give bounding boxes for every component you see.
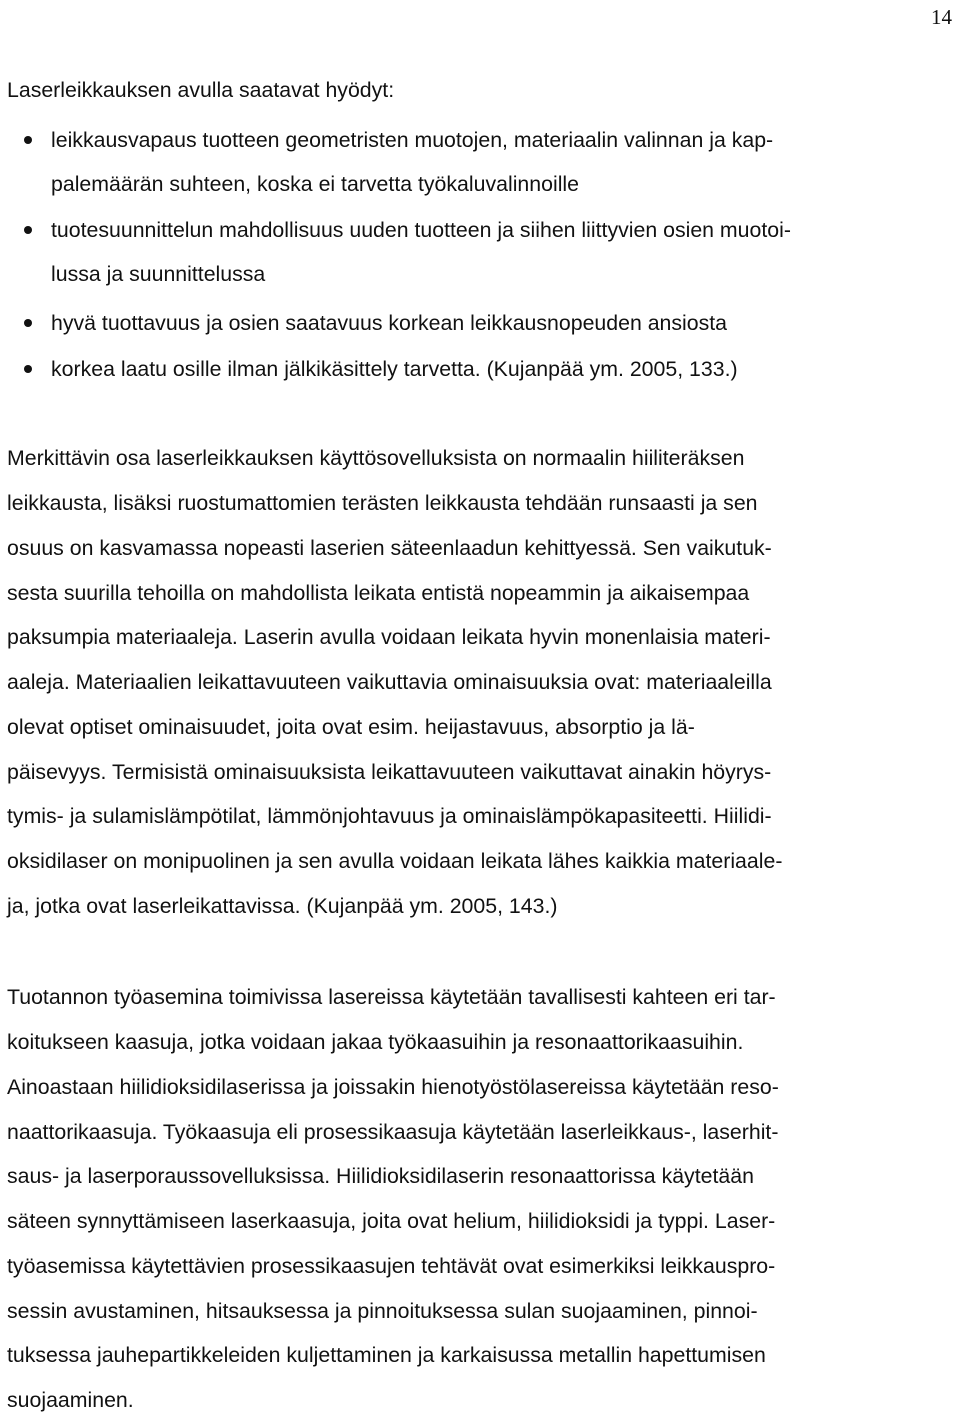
paragraph-line: olevat optiset ominaisuudet, joita ovat esim. heijastavuus, absorptio ja lä-	[7, 715, 695, 739]
bullet-icon	[24, 365, 32, 373]
paragraph-line: tymis- ja sulamislämpötilat, lämmönjohtavuus ja ominaislämpökapasiteetti. Hiilidi-	[7, 804, 772, 828]
paragraph-line: Tuotannon työasemina toimivissa lasereissa käytetään tavallisesti kahteen eri tar-	[7, 985, 776, 1009]
paragraph-line: oksidilaser on monipuolinen ja sen avulla voidaan leikata lähes kaikkia materiaale-	[7, 849, 783, 873]
paragraph-line: päisevyys. Termisistä ominaisuuksista leikattavuuteen vaikuttavat ainakin höyrys-	[7, 760, 772, 784]
list-item-line: korkea laatu osille ilman jälkikäsittely tarvetta. (Kujanpää ym. 2005, 133.)	[51, 357, 738, 381]
paragraph-line: osuus on kasvamassa nopeasti laserien säteenlaadun kehittyessä. Sen vaikutuk-	[7, 536, 772, 560]
intro-heading: Laserleikkauksen avulla saatavat hyödyt:	[7, 78, 395, 102]
paragraph-line: saus- ja laserporaussovelluksissa. Hiilidioksidilaserin resonaattorissa käytetään	[7, 1164, 754, 1188]
paragraph-line: Merkittävin osa laserleikkauksen käyttösovelluksista on normaalin hiiliteräksen	[7, 446, 745, 470]
paragraph-line: ja, jotka ovat laserleikattavissa. (Kujanpää ym. 2005, 143.)	[7, 894, 558, 918]
paragraph-line: naattorikaasuja. Työkaasuja eli prosessikaasuja käytetään laserleikkaus-, laserhit-	[7, 1120, 779, 1144]
paragraph-line: leikkausta, lisäksi ruostumattomien terästen leikkausta tehdään runsaasti ja sen	[7, 491, 758, 515]
list-item-line: hyvä tuottavuus ja osien saatavuus korkean leikkausnopeuden ansiosta	[51, 311, 728, 335]
paragraph-line: suojaaminen.	[7, 1388, 134, 1412]
paragraph-line: sesta suurilla tehoilla on mahdollista leikata entistä nopeammin ja aikaisempaa	[7, 581, 750, 605]
list-item-line: leikkausvapaus tuotteen geometristen muotojen, materiaalin valinnan ja kap-	[51, 128, 774, 152]
paragraph-line: koitukseen kaasuja, jotka voidaan jakaa työkaasuihin ja resonaattorikaasuihin.	[7, 1030, 744, 1054]
list-item-line: tuotesuunnittelun mahdollisuus uuden tuotteen ja siihen liittyvien osien muotoi-	[51, 218, 791, 242]
paragraph-line: aaleja. Materiaalien leikattavuuteen vaikuttavia ominaisuuksia ovat: materiaaleilla	[7, 670, 772, 694]
paragraph-line: tuksessa jauhepartikkeleiden kuljettaminen ja karkaisussa metallin hapettumisen	[7, 1343, 766, 1367]
list-item-line: lussa ja suunnittelussa	[51, 262, 266, 286]
bullet-icon	[24, 226, 32, 234]
paragraph-line: työasemissa käytettävien prosessikaasujen tehtävät ovat esimerkiksi leikkauspro-	[7, 1254, 776, 1278]
paragraph-line: Ainoastaan hiilidioksidilaserissa ja joissakin hienotyöstölasereissa käytetään reso-	[7, 1075, 779, 1099]
list-item-line: palemäärän suhteen, koska ei tarvetta työkaluvalinnoille	[51, 172, 580, 196]
page-number: 14	[931, 5, 952, 29]
paragraph-line: sessin avustaminen, hitsauksessa ja pinnoituksessa sulan suojaaminen, pinnoi-	[7, 1299, 758, 1323]
paragraph-line: paksumpia materiaaleja. Laserin avulla voidaan leikata hyvin monenlaisia materi-	[7, 625, 771, 649]
bullet-icon	[24, 136, 32, 144]
paragraph-line: säteen synnyttämiseen laserkaasuja, joita ovat helium, hiilidioksidi ja typpi. Laser-	[7, 1209, 776, 1233]
bullet-icon	[24, 319, 32, 327]
